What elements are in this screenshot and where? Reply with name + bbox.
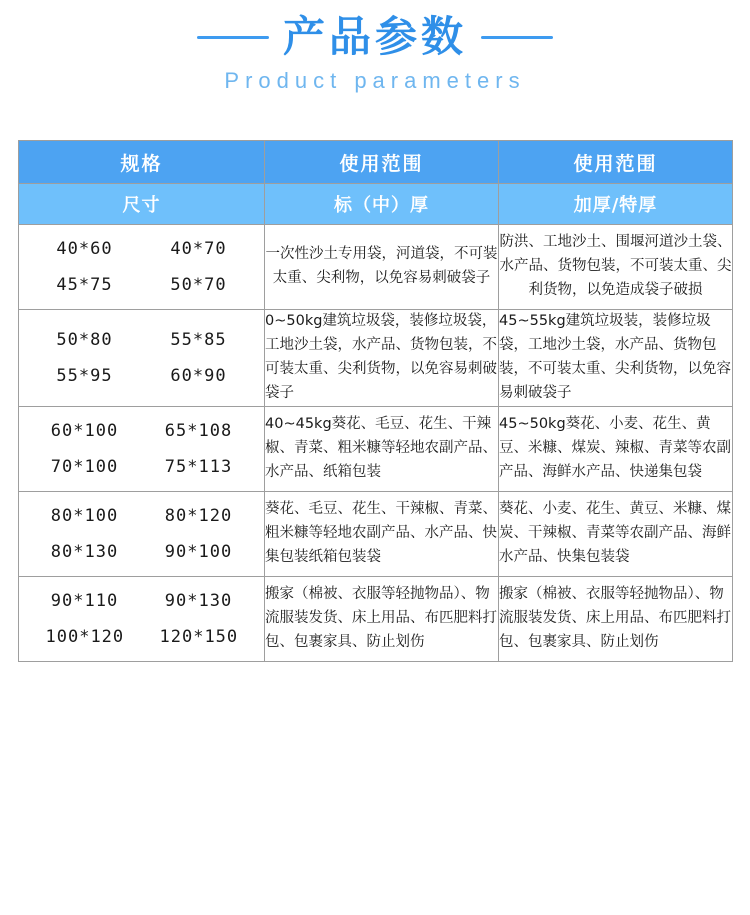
thick-usage-cell: 45~50kg葵花、小麦、花生、黄豆、米糠、煤炭、辣椒、青菜等农副产品、海鲜水产品、快递集包袋 xyxy=(499,406,733,491)
table-row xyxy=(19,576,733,661)
size-value: 45*75 xyxy=(56,275,113,295)
size-value: 80*100 xyxy=(50,505,119,526)
page-subtitle: Product parameters xyxy=(224,68,526,94)
header-cell-usage-standard: 使用范围 xyxy=(265,141,499,184)
table-header-row-1 xyxy=(19,141,733,184)
title-row xyxy=(0,14,750,60)
sizes-cell xyxy=(19,491,265,576)
size-value: 55*85 xyxy=(170,329,227,350)
spec-table-wrapper xyxy=(18,140,732,662)
thick-usage-cell: 防洪、工地沙土、围堰河道沙土袋、水产品、货物包装，不可装太重、尖利货物，以免造成袋子破损 xyxy=(499,225,733,310)
standard-usage-cell: 搬家（棉被、衣服等轻抛物品）、物流服装发货、床上用品、布匹肥料打包、包裹家具、防止划伤 xyxy=(265,576,499,661)
thick-usage-cell: 葵花、小麦、花生、黄豆、米糠、煤炭、干辣椒、青菜等农副产品、海鲜水产品、快集包装袋 xyxy=(499,491,733,576)
standard-usage-cell: 葵花、毛豆、花生、干辣椒、青菜、粗米糠等轻地农副产品、水产品、快集包装纸箱包装袋 xyxy=(265,491,499,576)
subheader-cell-size: 尺寸 xyxy=(19,184,265,225)
standard-usage-cell: 40~45kg葵花、毛豆、花生、干辣椒、青菜、粗米糠等轻地农副产品、水产品、纸箱包装 xyxy=(265,406,499,491)
standard-usage-cell: 一次性沙土专用袋，河道袋，不可装太重、尖利物，以免容易刺破袋子 xyxy=(265,225,499,310)
size-value: 70*100 xyxy=(50,456,119,477)
size-value: 65*108 xyxy=(164,420,233,441)
table-row xyxy=(19,491,733,576)
page-title: 产品参数 xyxy=(282,12,467,61)
size-value: 60*90 xyxy=(170,365,227,386)
sizes-cell xyxy=(19,576,265,661)
size-value: 90*130 xyxy=(164,590,233,611)
size-value: 80*120 xyxy=(164,505,233,526)
size-value: 60*100 xyxy=(50,420,119,441)
spec-table xyxy=(18,140,733,662)
size-value: 80*130 xyxy=(50,541,119,562)
title-rule-right xyxy=(481,36,553,39)
subheader-cell-extra-thickness: 加厚/特厚 xyxy=(499,184,733,225)
size-value: 100*120 xyxy=(45,626,125,647)
size-value: 40*60 xyxy=(56,239,113,259)
size-value: 90*110 xyxy=(50,590,119,611)
size-value: 50*70 xyxy=(170,275,227,295)
header-cell-spec: 规格 xyxy=(19,141,265,184)
size-value: 55*95 xyxy=(56,365,113,386)
table-header-row-2 xyxy=(19,184,733,225)
subheader-cell-standard-thickness: 标（中）厚 xyxy=(265,184,499,225)
thick-usage-cell: 搬家（棉被、衣服等轻抛物品）、物流服装发货、床上用品、布匹肥料打包、包裹家具、防止划伤 xyxy=(499,576,733,661)
standard-usage-cell: 0~50kg建筑垃圾袋，装修垃圾袋，工地沙土袋，水产品、货物包装，不可装太重、尖利货物，以免容易刺破袋子 xyxy=(265,310,499,407)
size-value: 40*70 xyxy=(170,239,227,259)
size-value: 90*100 xyxy=(164,541,233,562)
thick-usage-cell: 45~55kg建筑垃圾装，装修垃圾袋，工地沙土袋，水产品、货物包装，不可装太重、尖利货物，以免容易刺破袋子 xyxy=(499,310,733,407)
table-row xyxy=(19,310,733,407)
sizes-cell xyxy=(19,225,265,310)
size-value: 120*150 xyxy=(159,626,239,647)
sizes-cell xyxy=(19,310,265,407)
title-rule-left xyxy=(197,36,269,39)
table-row xyxy=(19,225,733,310)
header-cell-usage-thick: 使用范围 xyxy=(499,141,733,184)
size-value: 50*80 xyxy=(56,329,113,350)
page-header xyxy=(0,0,750,94)
sizes-cell xyxy=(19,406,265,491)
table-row xyxy=(19,406,733,491)
size-value: 75*113 xyxy=(164,456,233,477)
